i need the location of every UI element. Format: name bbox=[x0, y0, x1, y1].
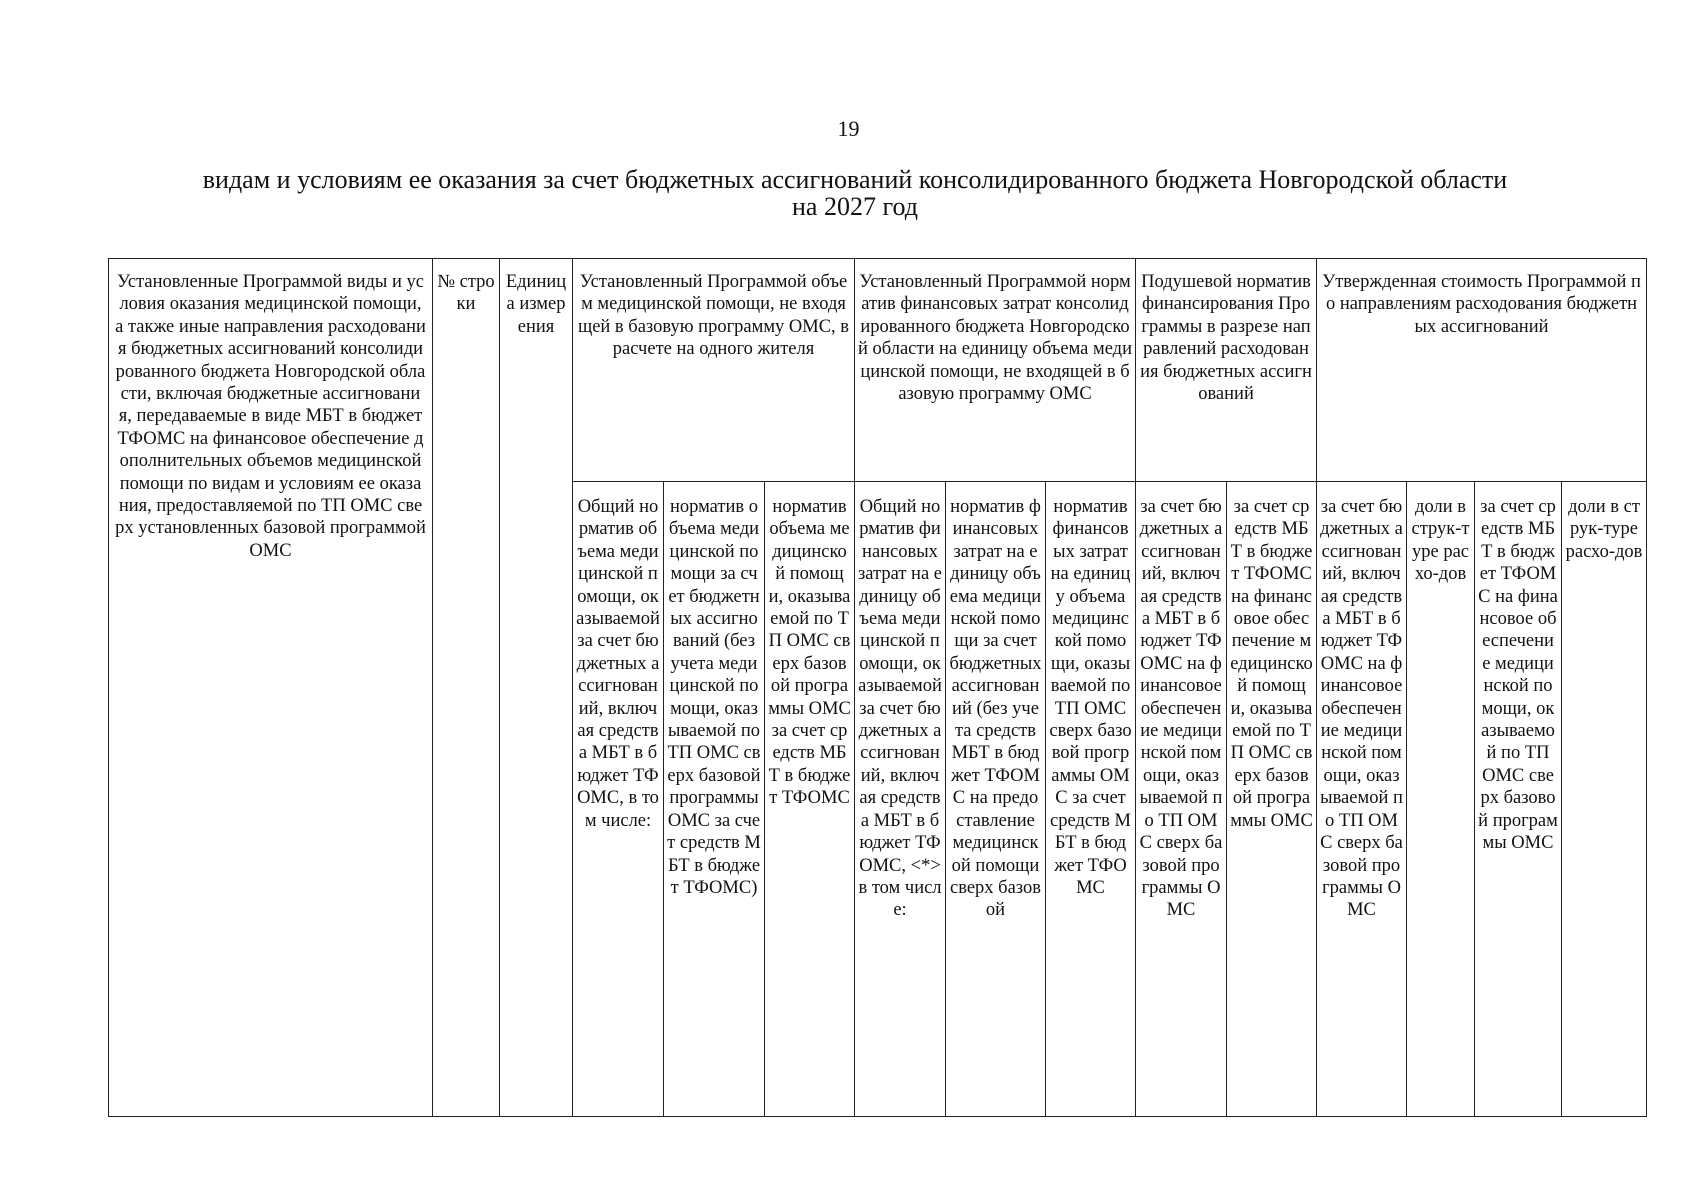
subheader-per-capita-mbt: за счет средств МБТ в бюджет ТФОМС на финансовое обеспечение медицинской помощи, оказываемой по ТП ОМС сверх базовой программы ОМС bbox=[1227, 482, 1317, 1117]
subheader-per-capita-budget: за счет бюджетных ассигнований, включая средства МБТ в бюджет ТФОМС на финансовое обеспечение медицинской помощи, оказываемой по ТП ОМС сверх базовой программы ОМС bbox=[1136, 482, 1227, 1117]
subheader-volume-budget: норматив объема медицинской помощи за счет бюджетных ассигнований (без учета медицинской помощи, оказываемой по ТП ОМС сверх базовой программы ОМС за счет средств МБТ в бюджет ТФОМС) bbox=[664, 482, 765, 1117]
subheader-approved-budget: за счет бюджетных ассигнований, включая средства МБТ в бюджет ТФОМС на финансовое обеспечение медицинской помощи, оказываемой по ТП ОМС сверх базовой программы ОМС bbox=[1317, 482, 1407, 1117]
subheader-cost-mbt: норматив финансовых затрат на единицу объема медицинской помощи, оказываемой по ТП ОМС сверх базовой программы ОМС за счет средств МБТ в бюджет ТФОМС bbox=[1046, 482, 1136, 1117]
header-row-number: № строки bbox=[433, 259, 500, 1117]
subheader-volume-mbt: норматив объема медицинской помощи, оказываемой по ТП ОМС сверх базовой программы ОМС за счет средств МБТ в бюджет ТФОМС bbox=[765, 482, 855, 1117]
page-number: 19 bbox=[837, 116, 860, 141]
header-volume-group: Установленный Программой объем медицинской помощи, не входящей в базовую программу ОМС, в расчете на одного жителя bbox=[573, 259, 855, 482]
subheader-approved-budget-share: доли в струк-туре расхо-дов bbox=[1407, 482, 1475, 1117]
document-title bbox=[110, 166, 1600, 220]
subheader-approved-mbt: за счет средств МБТ в бюджет ТФОМС на финансовое обеспечение медицинской помощи, оказываемой по ТП ОМС сверх базовой программы ОМС bbox=[1475, 482, 1562, 1117]
title-line-1: видам и условиям ее оказания за счет бюджетных ассигнований консолидированного бюджета Новгородской области bbox=[202, 165, 1508, 194]
header-unit: Единица измерения bbox=[500, 259, 573, 1117]
header-per-capita-group: Подушевой норматив финансирования Программы в разрезе направлений расходования бюджетных ассигнований bbox=[1136, 259, 1317, 482]
header-type: Установленные Программой виды и условия оказания медицинской помощи, а также иные направления расходования бюджетных ассигнований консолидированного бюджета Новгородской области, включая бюджетные ассигнования, передаваемые в виде МБТ в бюджет ТФОМС на финансовое обеспечение дополнительных объемов медицинской помощи по видам и условиям ее оказания, предоставляемой по ТП ОМС сверх установленных базовой программой ОМС bbox=[109, 259, 433, 1117]
title-line-2: на 2027 год bbox=[792, 192, 918, 221]
header-approved-cost-group: Утвержденная стоимость Программой по направлениям расходования бюджетных ассигнований bbox=[1317, 259, 1647, 482]
subheader-volume-total: Общий норматив объема медицинской помощи, оказываемой за счет бюджетных ассигнований, включая средства МБТ в бюджет ТФОМС, в том числе: bbox=[573, 482, 664, 1117]
subheader-approved-mbt-share: доли в струк-туре расхо-дов bbox=[1562, 482, 1647, 1117]
budget-table bbox=[108, 258, 1647, 1117]
subheader-cost-total: Общий норматив финансовых затрат на единицу объема медицинской помощи, оказываемой за счет бюджетных ассигнований, включая средства МБТ в бюджет ТФОМС, <*> в том числе: bbox=[855, 482, 946, 1117]
header-norm-cost-group: Установленный Программой норматив финансовых затрат консолидированного бюджета Новгородской области на единицу объема медицинской помощи, не входящей в базовую программу ОМС bbox=[855, 259, 1136, 482]
subheader-cost-budget: норматив финансовых затрат на единицу объема медицинской помощи за счет бюджетных ассигнований (без учета средств МБТ в бюджет ТФОМС на предоставление медицинской помощи сверх базовой bbox=[946, 482, 1046, 1117]
